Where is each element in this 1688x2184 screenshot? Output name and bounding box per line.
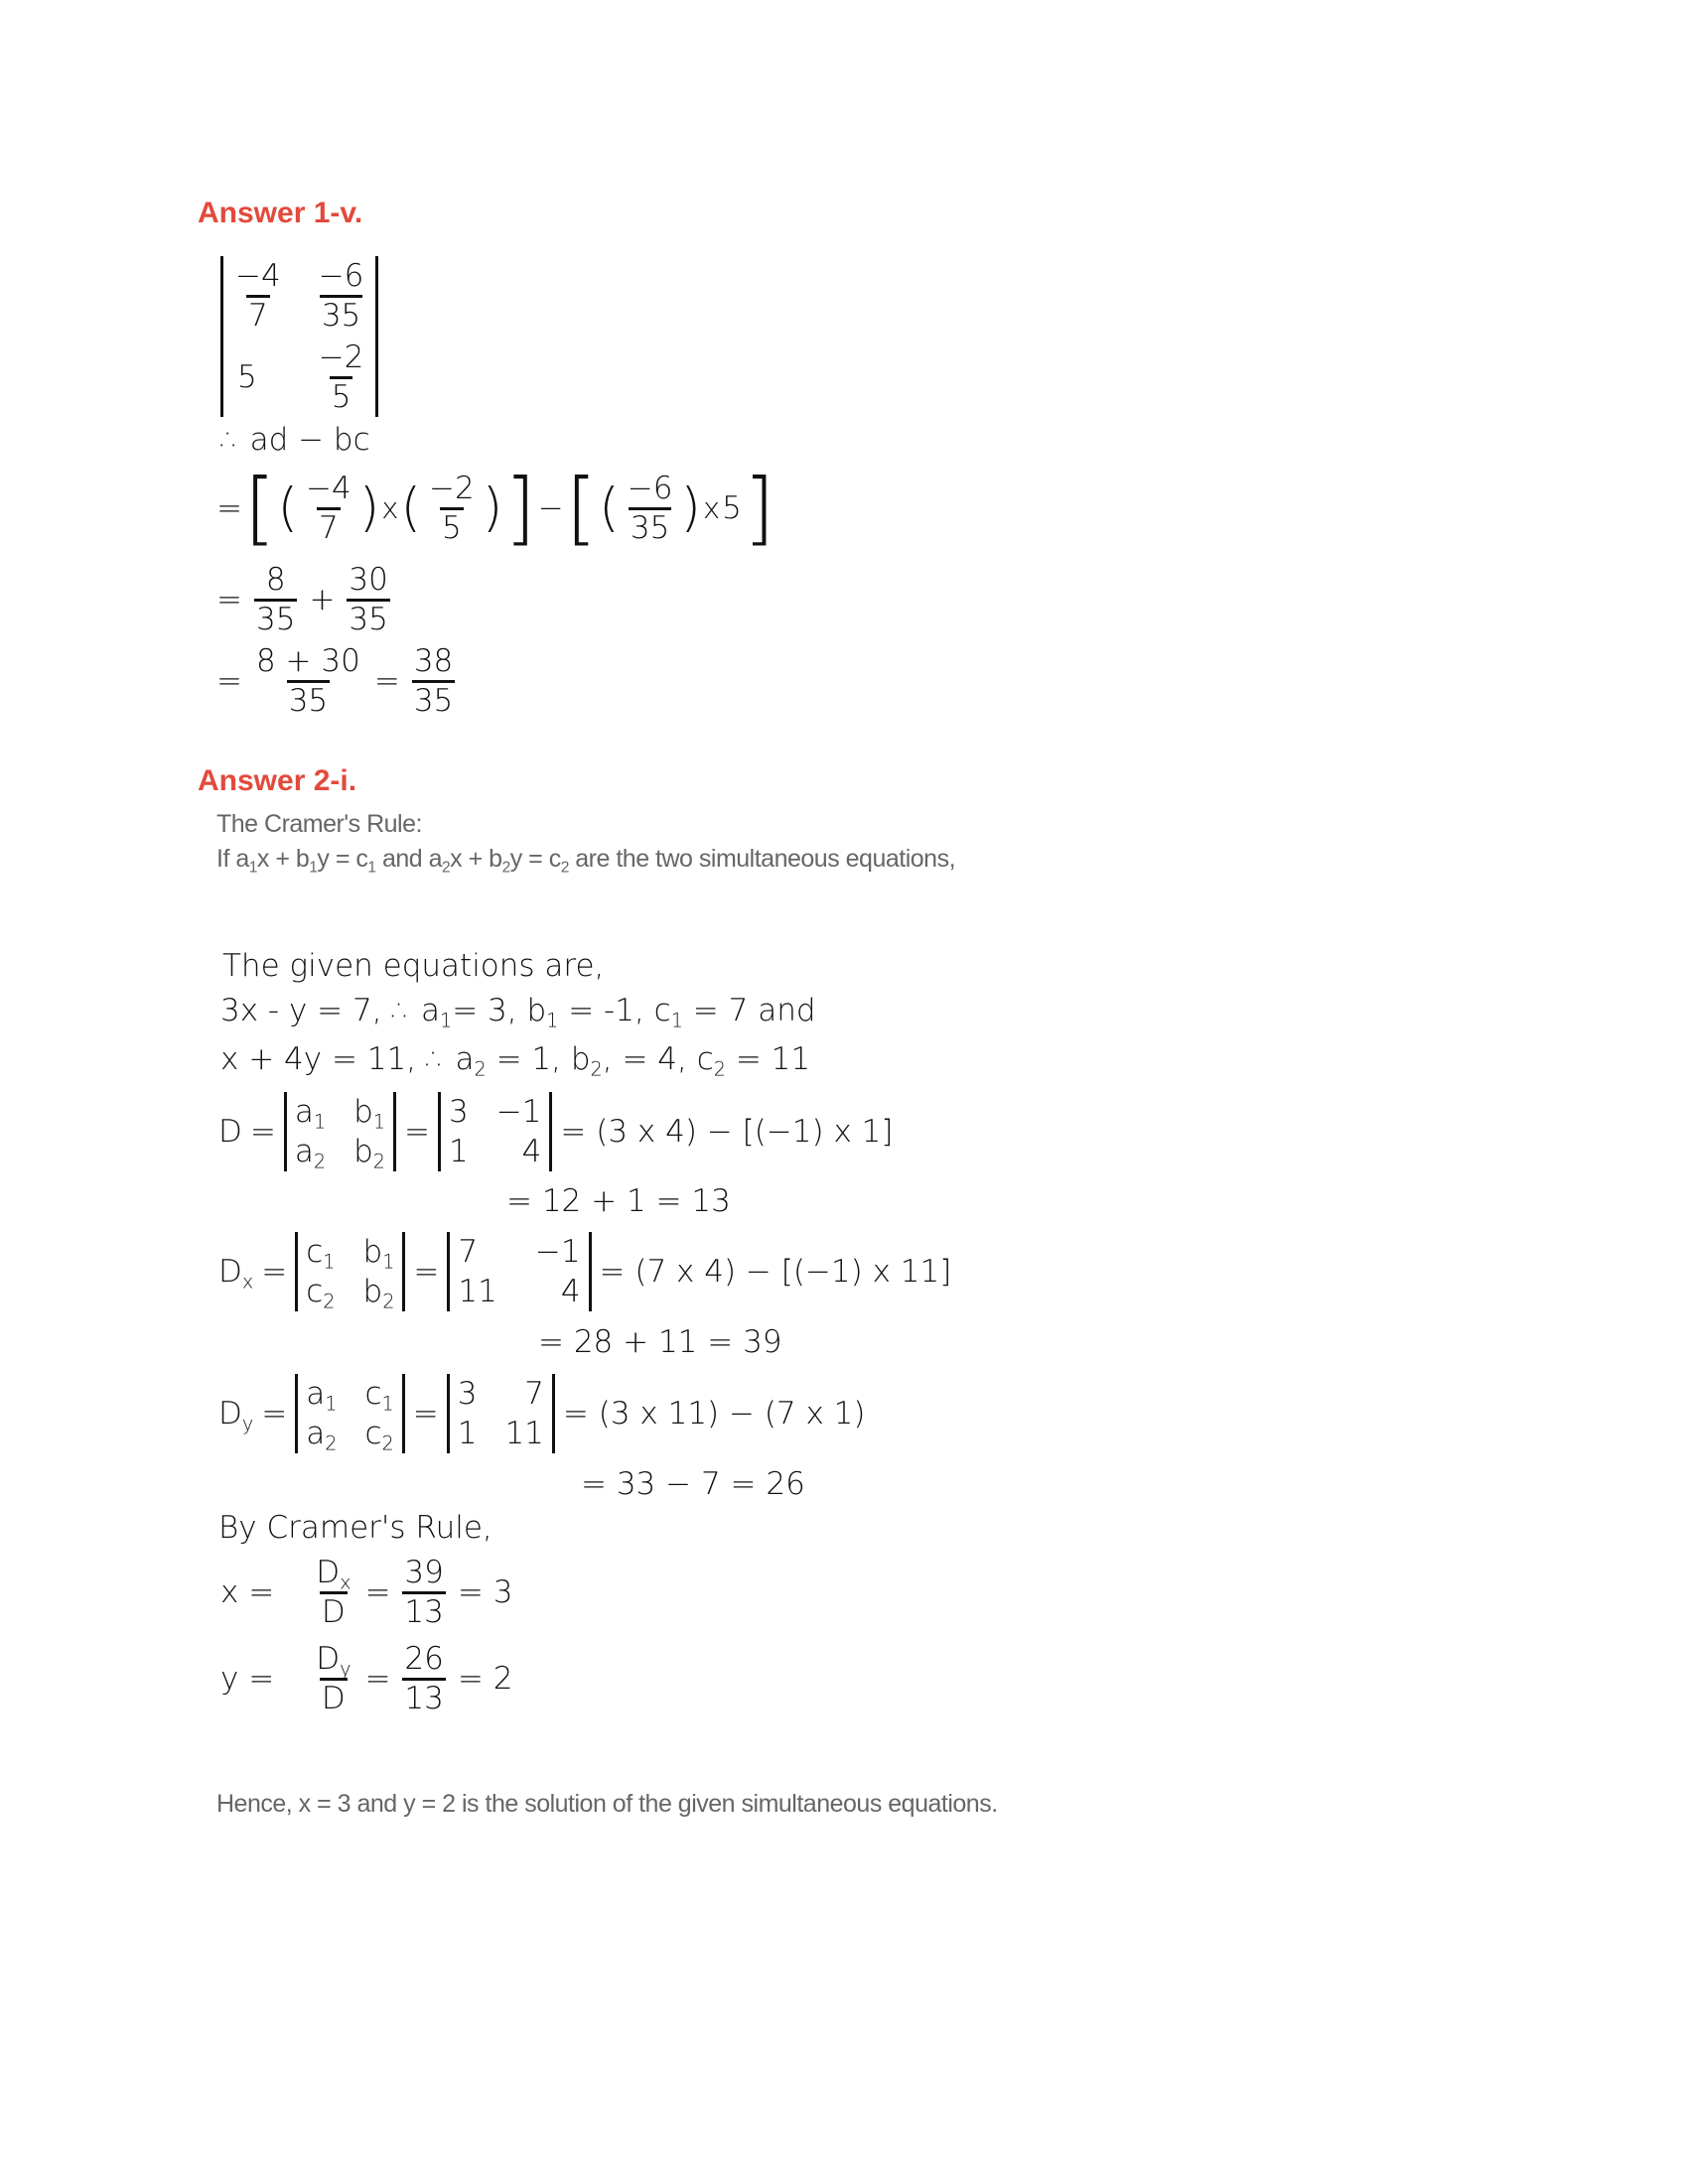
Dy-expression: = (3 x 11) − (7 x 1) bbox=[562, 1396, 866, 1432]
answer-1v-determinant bbox=[220, 256, 378, 417]
determinant-D: D = $a_1$ $b_1$ $a_2$ $b_2$ = 3 −1 1 4 = (3 x 4) − [(−1) x 1] bbox=[218, 1094, 894, 1173]
Dx-result: = 28 + 11 = 39 bbox=[538, 1324, 782, 1360]
numeric-matrix-D: 3 −1 1 4 bbox=[438, 1092, 552, 1171]
by-cramers-rule: By Cramer's Rule, bbox=[218, 1510, 492, 1546]
D-expression: = (3 x 4) − [(−1) x 1] bbox=[560, 1114, 894, 1150]
matrix-a: $\frac{-4}{7}$ bbox=[235, 258, 281, 334]
answer-2i-heading: Answer 2-i. bbox=[198, 764, 357, 797]
cramers-rule-statement: If $a_1x + b_1y = c_1$ and $a_2x + b_2y = c_2$ are the two simultaneous equations, bbox=[216, 845, 956, 877]
matrix-d: $\frac{-2}{5}$ bbox=[318, 340, 364, 415]
numeric-matrix-Dx: 7 −1 11 4 bbox=[447, 1232, 591, 1311]
determinant-Dx: $D_x$ = $c_1$ $b_1$ $c_2$ $b_2$ = 7 −1 11 4 = (7 x 4) − [(−1) x 11] bbox=[218, 1234, 952, 1313]
conclusion-text: Hence, x = 3 and y = 2 is the solution of the given simultaneous equations. bbox=[216, 1790, 998, 1818]
step-ad-minus-bc: ∴ ad − bc bbox=[220, 422, 370, 458]
step-sum-fractions: = $\frac{8}{35}$ + $\frac{30}{35}$ bbox=[216, 562, 388, 637]
right-bracket: ] bbox=[743, 462, 775, 555]
step-substitution: = [ ( $\frac{-4}{7}$ ) x ( $\frac{-2}{5}$ ) ] − [ ( $\frac{-6}{35}$ ) x 5 ] bbox=[216, 462, 775, 555]
equation-2-coefficients: x + 4y = 11, ∴ $a_2 = 1$, $b_2$, = 4, $c_2 = 11$ bbox=[220, 1041, 811, 1081]
left-bracket: [ bbox=[243, 462, 276, 555]
Dy-result: = 33 − 7 = 26 bbox=[581, 1466, 805, 1502]
y-solution: y = $\frac{D_y}{D}$ = $\frac{26}{13}$ = 2 bbox=[220, 1641, 513, 1716]
determinant-Dy: $D_y$ = $a_1$ $c_1$ $a_2$ $c_2$ = 3 7 1 11 = (3 x 11) − (7 x 1) bbox=[218, 1376, 866, 1455]
matrix-c: 5 bbox=[237, 359, 257, 396]
D-result: = 12 + 1 = 13 bbox=[506, 1183, 731, 1219]
x-solution: x = $\frac{D_x}{D}$ = $\frac{39}{13}$ = 3 bbox=[220, 1555, 513, 1630]
given-equations-intro: The given equations are, bbox=[222, 948, 605, 984]
symbolic-matrix-Dx: $c_1$ $b_1$ $c_2$ $b_2$ bbox=[295, 1232, 405, 1311]
matrix-b: $\frac{-6}{35}$ bbox=[318, 258, 364, 334]
answer-1v-heading: Answer 1-v. bbox=[198, 197, 363, 229]
cramers-rule-title: The Cramer's Rule: bbox=[216, 810, 422, 838]
equation-1-coefficients: 3x - y = 7, ∴ $a_1= 3$, $b_1 = -1$, $c_1 = 7$ and bbox=[220, 993, 816, 1032]
symbolic-matrix-Dy: $a_1$ $c_1$ $a_2$ $c_2$ bbox=[295, 1374, 404, 1453]
numeric-matrix-Dy: 3 7 1 11 bbox=[447, 1374, 555, 1453]
symbolic-matrix-D: $a_1$ $b_1$ $a_2$ $b_2$ bbox=[284, 1092, 396, 1171]
step-final-result: = $\frac{8 + 30}{35}$ = $\frac{38}{35}$ bbox=[216, 643, 454, 719]
Dx-expression: = (7 x 4) − [(−1) x 11] bbox=[599, 1254, 952, 1290]
